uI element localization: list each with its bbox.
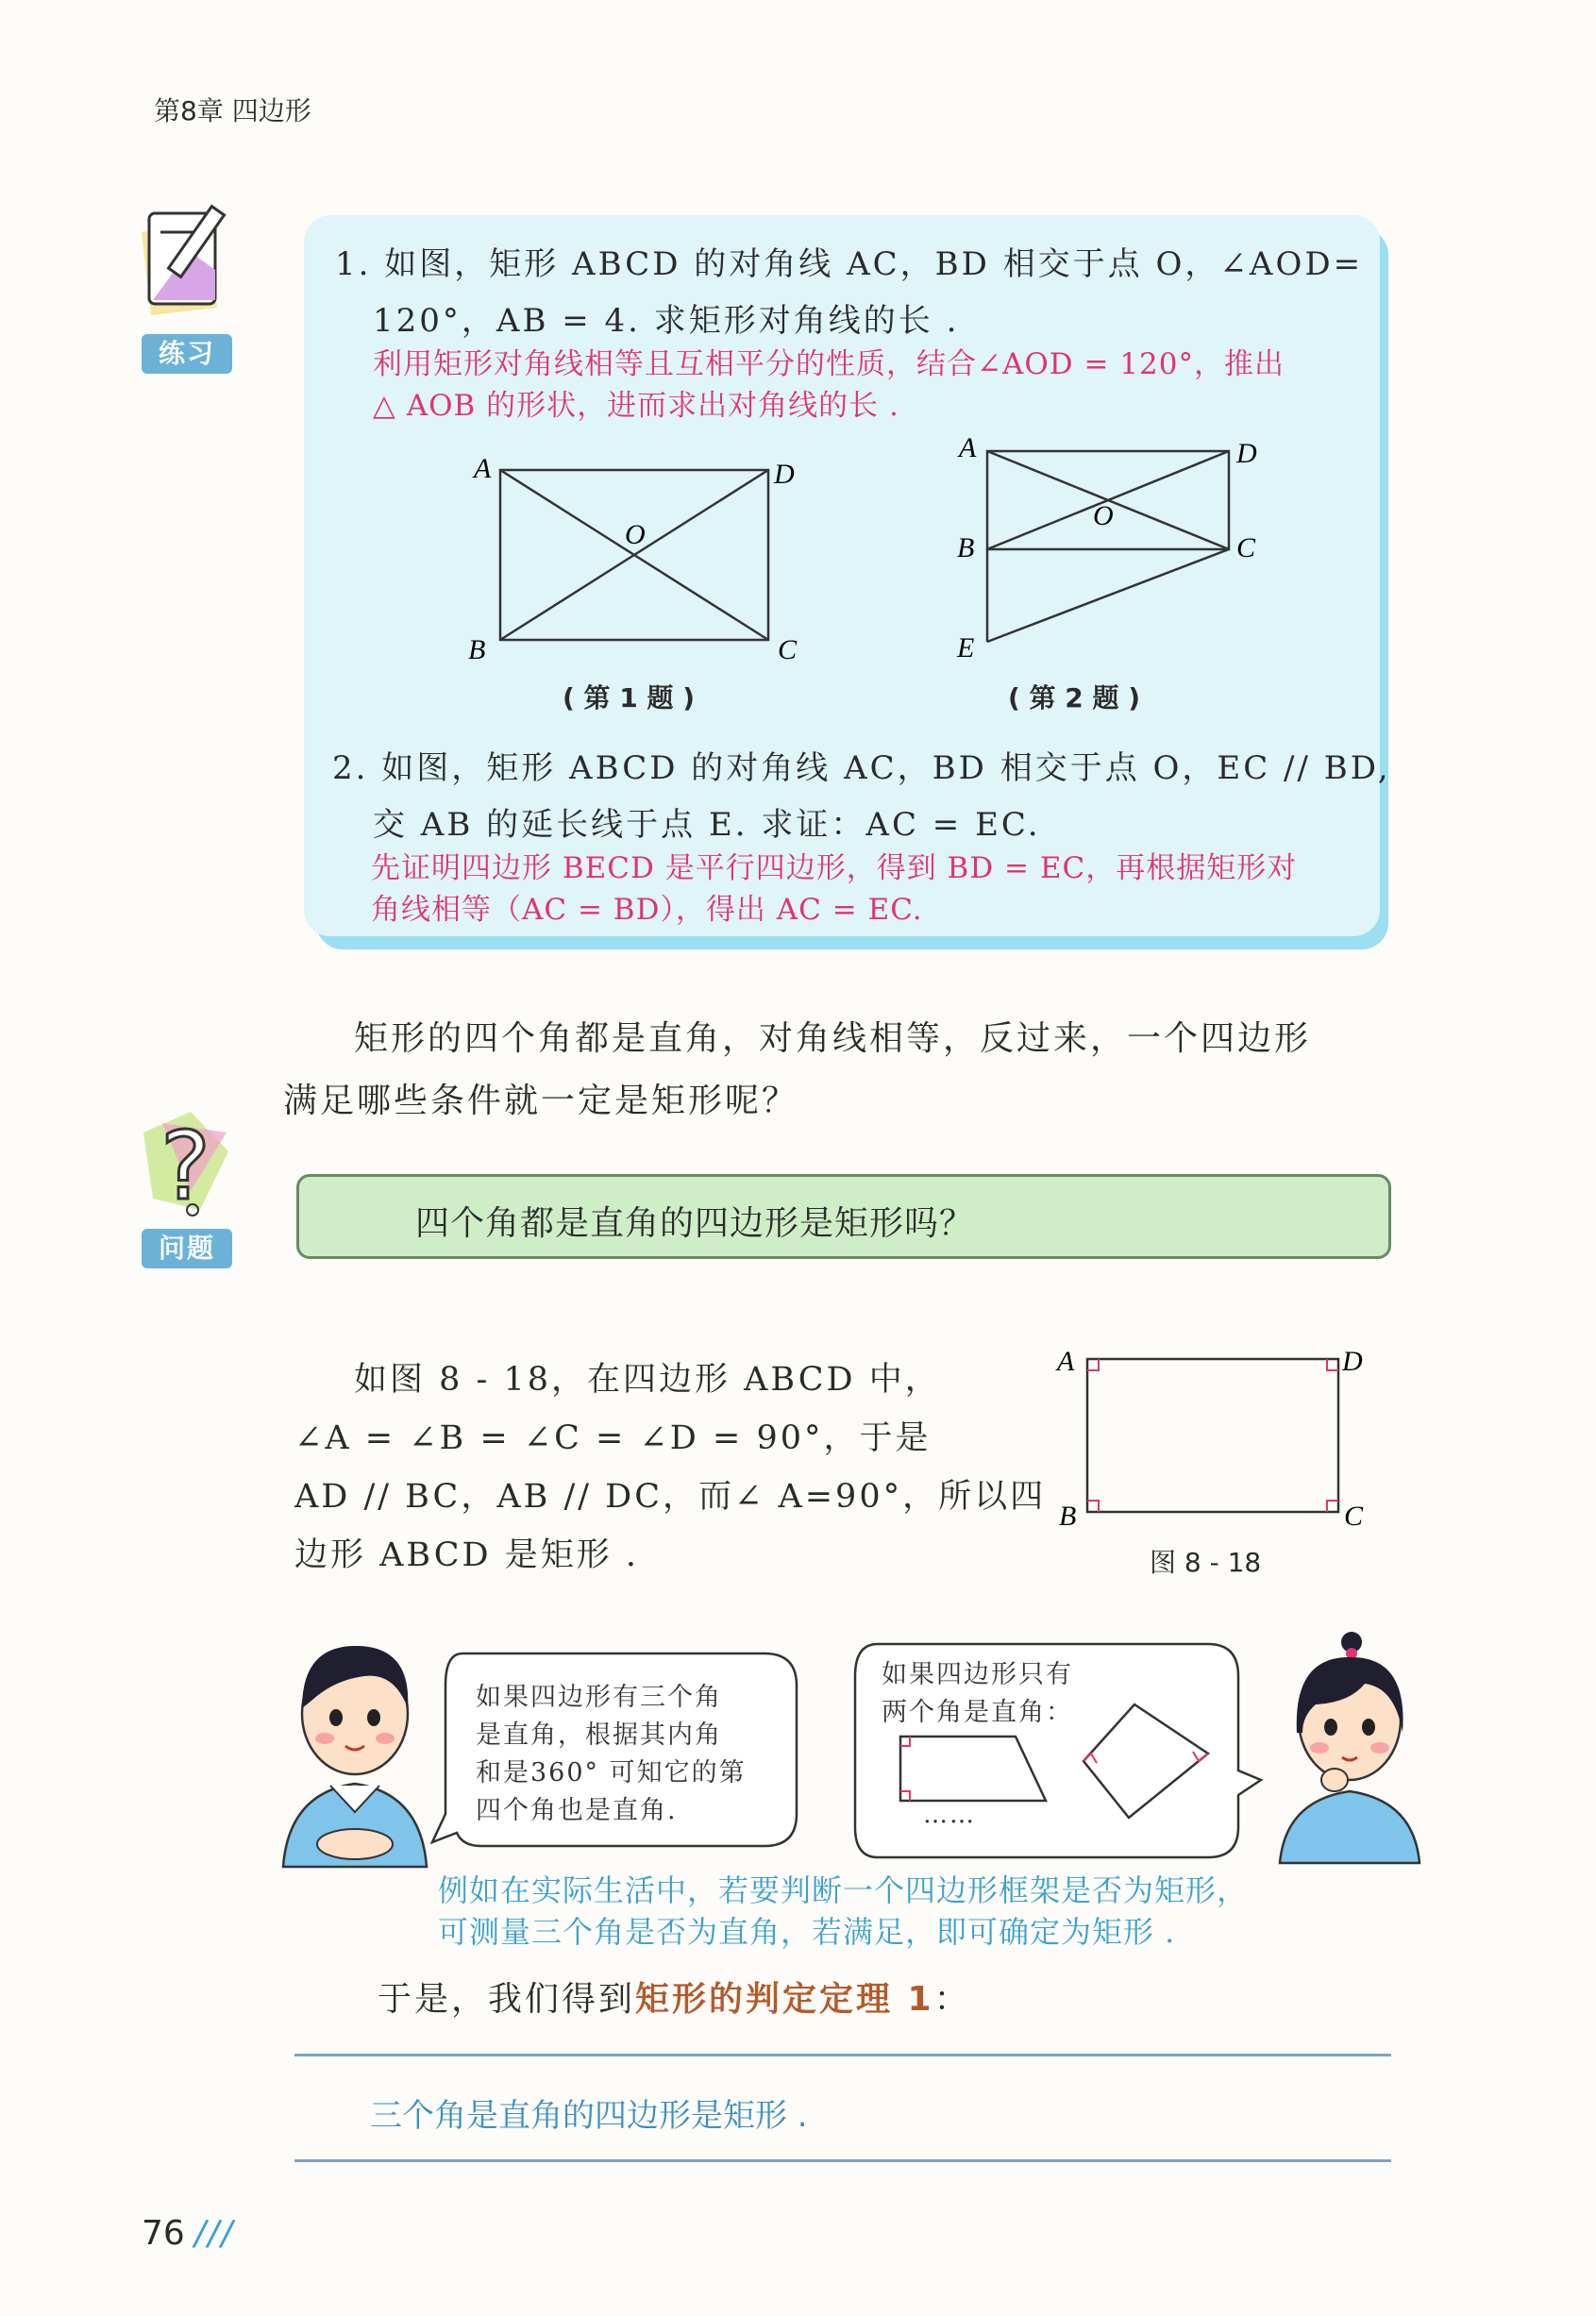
question-badge: 问题 xyxy=(142,1229,232,1268)
fig818-label-B: B xyxy=(1059,1501,1077,1531)
note-line2: 可测量三个角是否为直角，若满足，即可确定为矩形 . xyxy=(438,1914,1176,1950)
left-bubble-line2: 是直角，根据其内角 xyxy=(476,1720,722,1750)
girl-character-icon xyxy=(1274,1629,1425,1865)
figure-2-caption: ( 第 2 题 ) xyxy=(1008,682,1141,713)
fig2-label-O: O xyxy=(1093,500,1114,531)
analysis-line2: ∠A = ∠B = ∠C = ∠D = 90°，于是 xyxy=(294,1419,932,1457)
theorem-name: 矩形的判定定理 1 xyxy=(635,1980,934,2019)
fig2-label-D: D xyxy=(1236,438,1257,469)
q1-line1: 1. 如图，矩形 ABCD 的对角线 AC，BD 相交于点 O，∠AOD= xyxy=(335,245,1364,283)
conclusion-prefix: 于是，我们得到 xyxy=(378,1980,636,2019)
q2-hint2: 角线相等（AC = BD），得出 AC = EC. xyxy=(371,893,923,927)
body-paragraph-line2: 满足哪些条件就一定是矩形呢？ xyxy=(283,1082,799,1120)
analysis-line1: 如图 8 - 18，在四边形 ABCD 中， xyxy=(354,1361,941,1399)
practice-badge: 练习 xyxy=(142,334,232,374)
fig1-label-D: D xyxy=(774,459,795,490)
fig818-label-C: C xyxy=(1344,1501,1364,1531)
fig2-label-E: E xyxy=(957,632,975,663)
q1-hint2: △ AOB 的形状，进而求出对角线的长 . xyxy=(373,389,899,423)
conclusion-suffix: ： xyxy=(933,1980,971,2019)
fig1-label-B: B xyxy=(468,634,486,665)
body-paragraph-line1: 矩形的四个角都是直角，对角线相等，反过来，一个四边形 xyxy=(354,1019,1312,1058)
theorem-rule-bottom xyxy=(294,2159,1391,2162)
question-mark-icon xyxy=(134,1104,238,1227)
theorem-rule-top xyxy=(294,2054,1391,2056)
theorem-text: 三个角是直角的四边形是矩形 . xyxy=(370,2097,808,2135)
fig2-label-C: C xyxy=(1236,532,1256,563)
right-bubble-ellipsis: …… xyxy=(923,1801,976,1829)
fig2-label-B: B xyxy=(957,532,975,563)
q2-line2: 交 AB 的延长线于点 E. 求证：AC = EC. xyxy=(373,806,1041,844)
analysis-line3: AD // BC，AB // DC，而∠ A=90°，所以四 xyxy=(294,1478,1047,1516)
analysis-line4: 边形 ABCD 是矩形 . xyxy=(294,1536,639,1574)
page-slashes-decoration: /// xyxy=(194,2214,235,2253)
chapter-header: 第8章 四边形 xyxy=(154,95,311,126)
fig1-label-O: O xyxy=(625,519,646,550)
conclusion-line xyxy=(378,1972,971,2021)
left-bubble-line3: 和是360° 可知它的第 xyxy=(476,1758,747,1787)
figure-8-18-caption: 图 8 - 18 xyxy=(1150,1547,1262,1578)
fig818-label-D: D xyxy=(1342,1346,1363,1377)
note-line1: 例如在实际生活中，若要判断一个四边形框架是否为矩形， xyxy=(438,1872,1249,1908)
figure-1-rectangle xyxy=(462,449,802,676)
fig1-label-C: C xyxy=(778,634,798,665)
fig1-label-A: A xyxy=(474,453,492,484)
pencil-notebook-icon xyxy=(132,194,236,327)
q1-line2: 120°，AB = 4. 求矩形对角线的长 . xyxy=(373,302,960,340)
fig2-label-A: A xyxy=(959,432,977,463)
figure-2-rectangle-extended xyxy=(948,430,1287,676)
q2-hint1: 先证明四边形 BECD 是平行四边形，得到 BD = EC，再根据矩形对 xyxy=(371,851,1298,885)
page-number: 76 xyxy=(142,2214,185,2253)
q2-line1: 2. 如图，矩形 ABCD 的对角线 AC，BD 相交于点 O，EC // BD, xyxy=(332,749,1391,787)
figure-1-caption: ( 第 1 题 ) xyxy=(563,682,696,713)
boy-character-icon xyxy=(274,1623,434,1869)
left-bubble-line4: 四个角也是直角. xyxy=(476,1796,678,1825)
right-bubble-line1: 如果四边形只有 xyxy=(882,1660,1073,1689)
left-bubble-line1: 如果四边形有三个角 xyxy=(476,1683,722,1712)
fig818-label-A: A xyxy=(1057,1346,1075,1377)
figure-8-18-rectangle xyxy=(1048,1342,1369,1531)
q1-hint1: 利用矩形对角线相等且互相平分的性质，结合∠AOD = 120°，推出 xyxy=(373,347,1285,381)
svg-text:?: ? xyxy=(160,1111,211,1221)
question-text: 四个角都是直角的四边形是矩形吗？ xyxy=(415,1204,975,1243)
right-bubble-line2: 两个角是直角： xyxy=(882,1698,1073,1727)
